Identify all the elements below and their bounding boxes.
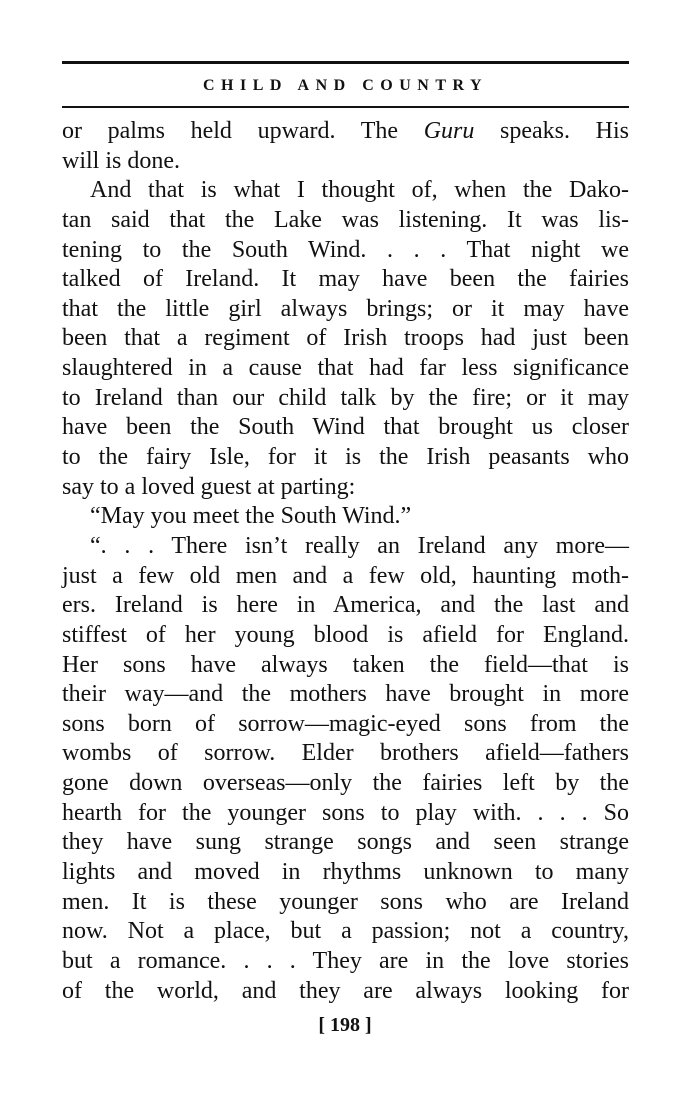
text-line: tening to the South Wind. . . . That night we: [62, 236, 629, 263]
text-line: of the world, and they are always looking for: [62, 977, 629, 1004]
text-line: their way—and the mothers have brought in more: [62, 681, 629, 708]
running-head: CHILD AND COUNTRY: [202, 77, 489, 94]
text-line: talked of Ireland. It may have been the fairies: [62, 266, 629, 293]
text-line: to Ireland than our child talk by the fire; or it may: [62, 384, 629, 411]
header-bottom-rule: [62, 106, 629, 108]
text-line: wombs of sorrow. Elder brothers afield—fathers: [62, 740, 629, 767]
text-line: to the fairy Isle, for it is the Irish peasants who: [62, 444, 629, 471]
text-line: slaughtered in a cause that had far less significance: [62, 355, 629, 382]
text-line: Her sons have always taken the field—that is: [62, 651, 629, 678]
text-line: now. Not a place, but a passion; not a country,: [62, 918, 629, 945]
text-line: say to a loved guest at parting:: [62, 473, 356, 500]
text-line: sons born of sorrow—magic-eyed sons from the: [62, 710, 629, 737]
text-line: just a few old men and a few old, haunting moth-: [62, 562, 629, 589]
text-line: that the little girl always brings; or it may have: [62, 295, 629, 322]
text-line: will is done.: [62, 147, 180, 174]
text-line: have been the South Wind that brought us closer: [62, 414, 629, 441]
text-line: stiffest of her young blood is afield for England.: [62, 621, 629, 648]
text-line: men. It is these younger sons who are Ireland: [62, 888, 629, 915]
text-line: hearth for the younger sons to play with. . . . So: [62, 799, 629, 826]
text-line: but a romance. . . . They are in the love stories: [62, 947, 629, 974]
text-line: tan said that the Lake was listening. It was lis-: [62, 206, 629, 233]
text-line: “May you meet the South Wind.”: [90, 503, 412, 530]
page-number: [ 198 ]: [318, 1014, 372, 1036]
body-text: [62, 117, 629, 1006]
text-line: or palms held upward. The Guru speaks. His: [62, 118, 630, 144]
text-line: they have sung strange songs and seen strange: [62, 829, 629, 856]
text-line: been that a regiment of Irish troops had just been: [62, 325, 629, 352]
text-line: And that is what I thought of, when the Dako-: [90, 177, 629, 204]
text-line: gone down overseas—only the fairies left by the: [62, 770, 629, 797]
text-line: lights and moved in rhythms unknown to many: [62, 859, 629, 886]
header-top-rule: [62, 61, 629, 64]
text-line: ers. Ireland is here in America, and the last and: [62, 592, 629, 619]
text-line: “. . . There isn’t really an Ireland any more—: [90, 532, 629, 559]
italic-word: Guru: [423, 118, 475, 144]
